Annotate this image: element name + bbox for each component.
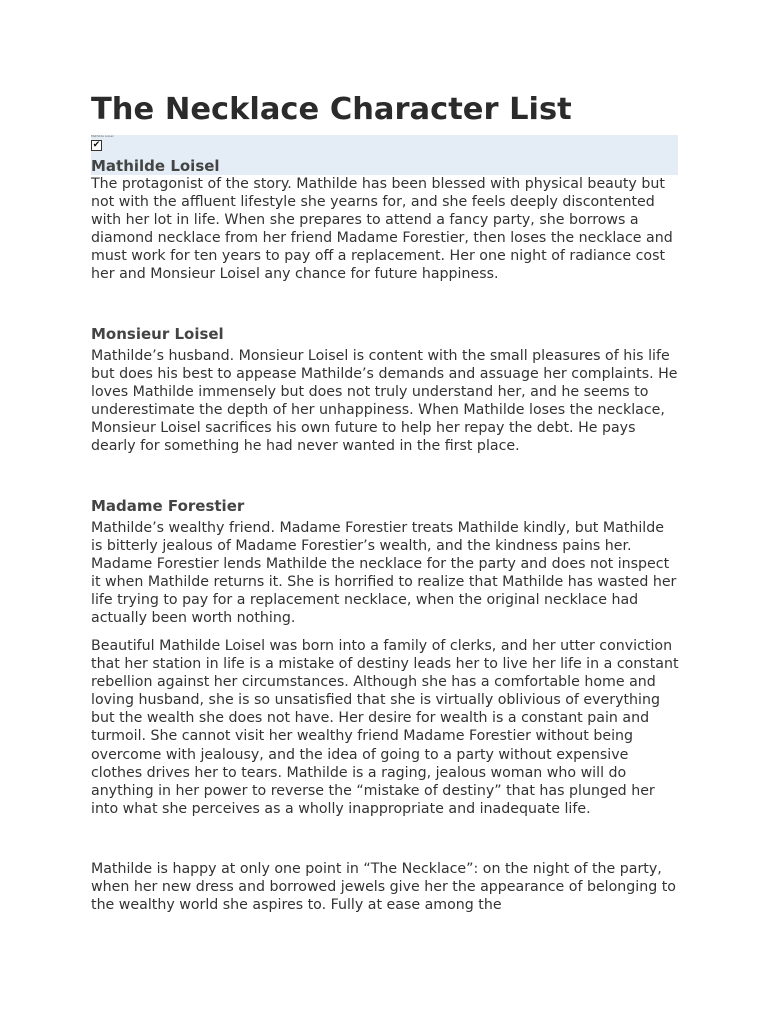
- tiny-caption: Mathilde Loisel: [91, 134, 114, 138]
- character-description-madame-forestier: Mathilde’s wealthy friend. Madame Forestier treats Mathilde kindly, but Mathilde is bitterly jealous of Madame Forestier’s wealth, and the kindness pains her. Madame Forestier lends Mathilde the necklace for the party and does not inspect it when Mathilde returns it. She is horrified to realize that Mathilde has wasted her life trying to pay for a replacement necklace, when the original necklace had actually been worth nothing.: [91, 520, 677, 627]
- page-title: The Necklace Character List: [91, 92, 572, 127]
- analysis-paragraph: Mathilde is happy at only one point in “The Necklace”: on the night of the party, when her new dress and borrowed jewels give her the appearance of belonging to the wealthy world she aspires to. Fully at ease among the: [91, 861, 676, 914]
- character-description-mathilde: The protagonist of the story. Mathilde has been blessed with physical beauty but not with the affluent lifestyle she yearns for, and she feels deeply discontented with her lot in life. When she prepares to attend a fancy party, she borrows a diamond necklace from her friend Madame Forestier, then loses the necklace and must work for ten years to pay off a replacement. Her one night of radiance cost her and Monsieur Loisel any chance for future happiness.: [91, 176, 673, 283]
- checkbox-icon[interactable]: ✔: [92, 140, 101, 150]
- character-name-madame-forestier: Madame Forestier: [91, 497, 245, 515]
- character-name-monsieur-loisel: Monsieur Loisel: [91, 325, 224, 343]
- analysis-paragraph: Beautiful Mathilde Loisel was born into a family of clerks, and her utter conviction that her station in life is a mistake of destiny leads her to live her life in a constant rebellion against her circumstances. Although she has a comfortable home and loving husband, she is so unsatisfied that she is virtually oblivious of everything but the wealth she does not have. Her desire for wealth is a constant pain and turmoil. She cannot visit her wealthy friend Madame Forestier without being overcome with jealousy, and the idea of going to a party without expensive clothes drives her to tears. Mathilde is a raging, jealous woman who will do anything in her power to reverse the “mistake of destiny” that has plunged her into what she perceives as a wholly inappropriate and inadequate life.: [91, 638, 679, 817]
- character-name-mathilde: Mathilde Loisel: [91, 157, 220, 175]
- character-description-monsieur-loisel: Mathilde’s husband. Monsieur Loisel is content with the small pleasures of his life but does his best to appease Mathilde’s demands and assuage her complaints. He loves Mathilde immensely but does not truly understand her, and he seems to underestimate the depth of her unhappiness. When Mathilde loses the necklace, Monsieur Loisel sacrifices his own future to help her repay the debt. He pays dearly for something he had never wanted in the first place.: [91, 348, 678, 455]
